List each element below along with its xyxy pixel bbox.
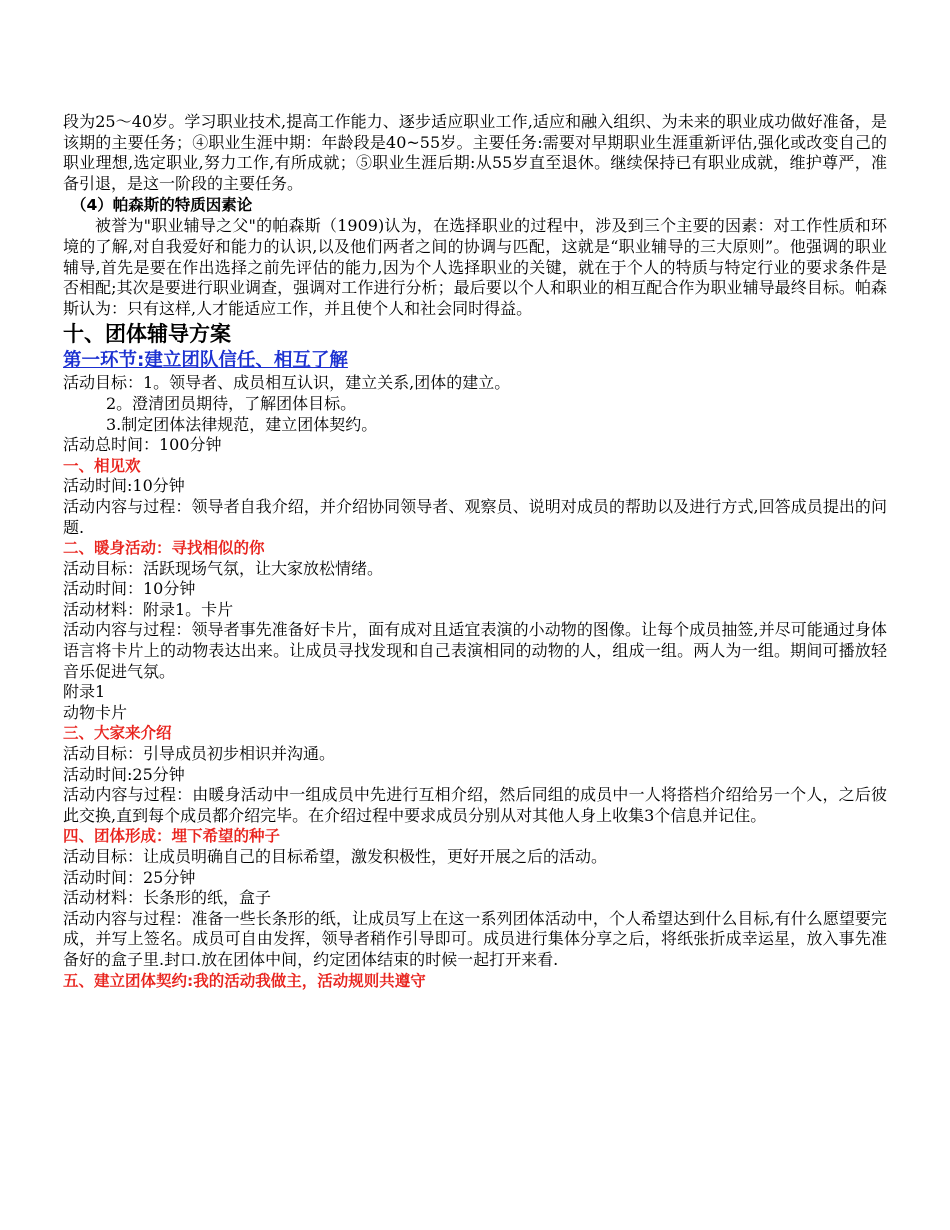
total-time: 活动总时间：100分钟: [63, 435, 222, 455]
activity-2-title: 二、暖身活动：寻找相似的你: [63, 539, 265, 558]
activity-4-title: 四、团体形成：埋下希望的种子: [63, 827, 281, 846]
intro-paragraph: 段为25～40岁。学习职业技术,提高工作能力、逐步适应职业工作,适应和融入组织、为未来的职业成功做好准备，是该期的主要任务；④职业生涯中期：年龄段是40~55岁。主要任务:需要对早期职业生涯重新评估,强化或改变自己的职业理想,选定职业,努力工作,有所成就；⑤职业生涯后期:从55岁直至退休。继续保持已有职业成就，维护尊严，准备引退，是这一阶段的主要任务。: [63, 112, 887, 193]
activity-2-content: 活动内容与过程：领导者事先准备好卡片，面有成对且适宜表演的小动物的图像。让每个成员抽签,并尽可能通过身体语言将卡片上的动物表达出来。让成员寻找发现和自己表演相同的动物的人，组成一组。两人为一组。期间可播放轻音乐促进气氛。: [63, 620, 887, 681]
goal-line-2: 2。澄清团员期待，了解团体目标。: [106, 393, 357, 413]
activity-3-title: 三、大家来介绍: [63, 724, 172, 743]
activity-2-material: 活动材料：附录1。卡片: [63, 599, 234, 619]
activity-4-goal: 活动目标：让成员明确自己的目标希望，激发积极性，更好开展之后的活动。: [63, 847, 608, 866]
activity-1-time: 活动时间:10分钟: [63, 476, 185, 496]
goal-line-1: 活动目标：1。领导者、成员相互认识，建立关系,团体的建立。: [63, 373, 511, 393]
section-link-title[interactable]: 第一环节:建立团队信任、相互了解: [63, 350, 348, 372]
activity-3-goal: 活动目标：引导成员初步相识并沟通。: [63, 744, 336, 764]
activity-1-title: 一、相见欢: [63, 456, 141, 475]
section-title: 十、团体辅导方案: [63, 322, 231, 347]
activity-5-title: 五、建立团体契约:我的活动我做主，活动规则共遵守: [63, 971, 426, 990]
activity-2-goal: 活动目标：活跃现场气氛，让大家放松情绪。: [63, 558, 384, 578]
activity-3-time: 活动时间:25分钟: [63, 764, 185, 784]
appendix-item: 动物卡片: [63, 702, 128, 722]
activity-4-material: 活动材料：长条形的纸，盒子: [63, 888, 272, 908]
activity-1-content: 活动内容与过程：领导者自我介绍，并介绍协同领导者、观察员、说明对成员的帮助以及进行方式,回答成员提出的问题.: [63, 496, 887, 537]
document-page: [63, 112, 887, 991]
activity-3-content: 活动内容与过程：由暖身活动中一组成员中先进行互相介绍，然后同组的成员中一人将搭档介绍给另一个人，之后彼此交换,直到每个成员都介绍完毕。在介绍过程中要求成员分别从对其他人身上收集3个信息并记住。: [63, 785, 887, 825]
goal-line-3: 3.制定团体法律规范，建立团体契约。: [106, 414, 378, 434]
appendix-label: 附录1: [63, 682, 106, 702]
activity-4-content: 活动内容与过程：准备一些长条形的纸，让成员写上在这一系列团体活动中，个人希望达到什么目标,有什么愿望要完成，并写上签名。成员可自由发挥，领导者稍作引导即可。成员进行集体分享之后，将纸张折成幸运星，放入事先准备好的盒子里.封口.放在团体中间，约定团体结束的时候一起打开来看.: [63, 908, 887, 969]
parsons-heading: （4）帕森斯的特质因素论: [71, 196, 253, 215]
activity-4-time: 活动时间：25分钟: [63, 867, 196, 887]
activity-2-time: 活动时间：10分钟: [63, 579, 196, 599]
parsons-paragraph: 被誉为"职业辅导之父"的帕森斯（1909)认为，在选择职业的过程中，涉及到三个主要的因素：对工作性质和环境的了解,对自我爱好和能力的认识,以及他们两者之间的协调与匹配，这就是“职业辅导的三大原则”。他强调的职业辅导,首先是要在作出选择之前先评估的能力,因为个人选择职业的关键，就在于个人的特质与特定行业的要求条件是否相配;其次是要进行职业调查，强调对工作进行分析；最后要以个人和职业的相互配合作为职业辅导最终目标。帕森斯认为：只有这样,人才能适应工作，并且使个人和社会同时得益。: [63, 216, 887, 318]
